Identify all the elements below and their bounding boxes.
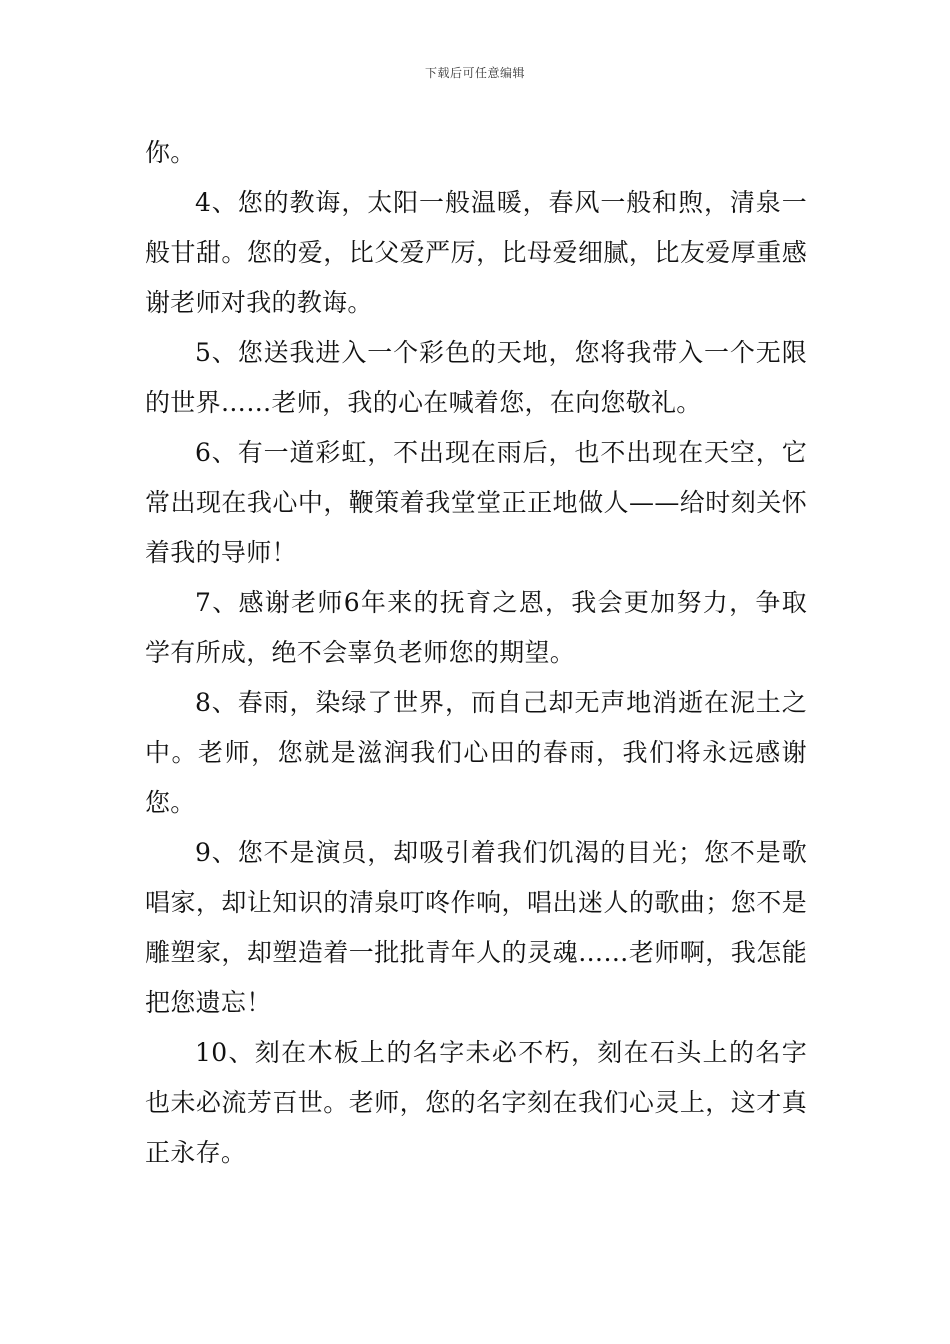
paragraph-item-9: 9、您不是演员，却吸引着我们饥渴的目光；您不是歌唱家，却让知识的清泉叮咚作响，唱出迷人的歌曲；您不是雕塑家，却塑造着一批批青年人的灵魂……老师啊，我怎能把您遗忘！ — [145, 838, 807, 1017]
document-body — [145, 128, 807, 1178]
paragraph-item-8: 8、春雨，染绿了世界，而自己却无声地消逝在泥土之中。老师，您就是滋润我们心田的春雨，我们将永远感谢您。 — [145, 688, 807, 817]
paragraph-item-5: 5、您送我进入一个彩色的天地，您将我带入一个无限的世界……老师，我的心在喊着您，在向您敬礼。 — [145, 338, 807, 417]
paragraph-item-4: 4、您的教诲，太阳一般温暖，春风一般和煦，清泉一般甘甜。您的爱，比父爱严厉，比母爱细腻，比友爱厚重感谢老师对我的教诲。 — [145, 188, 807, 317]
page-header: 下载后可任意编辑 — [424, 66, 525, 80]
paragraph-item-7: 7、感谢老师6年来的抚育之恩，我会更加努力，争取学有所成，绝不会辜负老师您的期望。 — [145, 588, 807, 667]
paragraph-item-6: 6、有一道彩虹，不出现在雨后，也不出现在天空，它常出现在我心中，鞭策着我堂堂正正地做人——给时刻关怀着我的导师！ — [145, 438, 807, 567]
paragraph-continuation: 你。 — [145, 138, 196, 167]
paragraph-item-10: 10、刻在木板上的名字未必不朽，刻在石头上的名字也未必流芳百世。老师，您的名字刻在我们心灵上，这才真正永存。 — [145, 1038, 807, 1167]
